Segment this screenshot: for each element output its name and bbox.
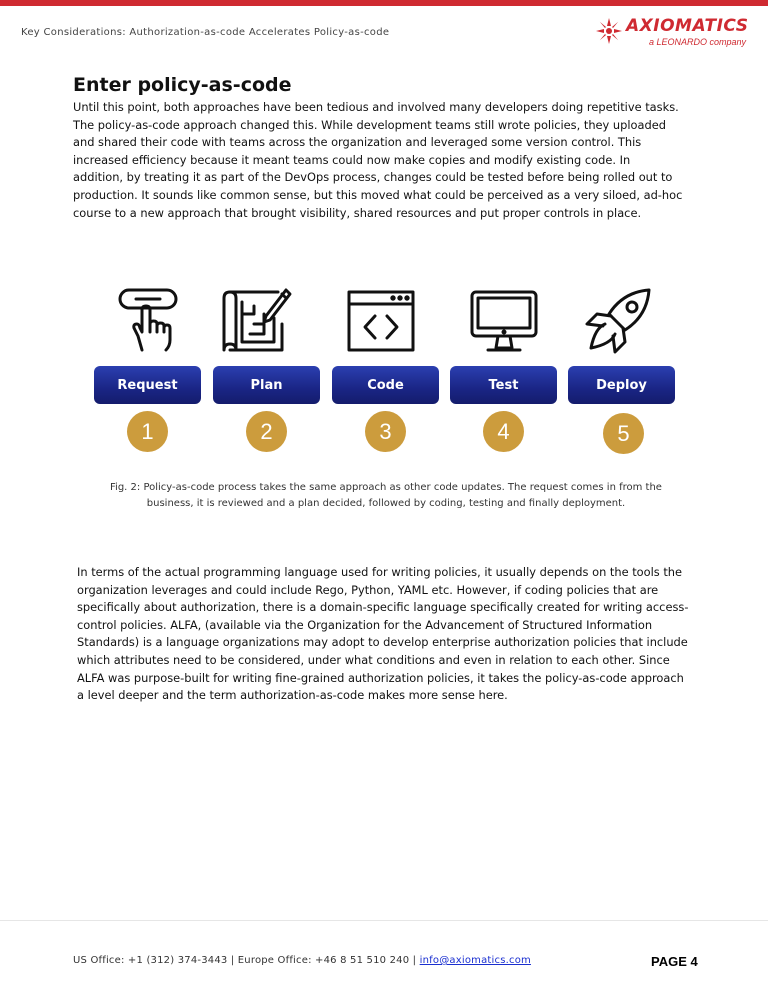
blueprint-pencil-icon [220, 284, 292, 356]
footer-email-link[interactable]: info@axiomatics.com [419, 955, 531, 966]
footer-offices: US Office: +1 (312) 374-3443 | Europe Office: +46 8 51 510 240 | [73, 955, 420, 966]
rocket-icon [583, 284, 655, 356]
logo-subtitle: a LEONARDO company [648, 37, 746, 47]
footer-divider [0, 920, 768, 921]
step-request-button[interactable]: Request [94, 366, 201, 404]
step-code-button[interactable]: Code [332, 366, 439, 404]
step-number-badge: 1 [127, 411, 168, 452]
step-test-button[interactable]: Test [450, 366, 557, 404]
section-heading: Enter policy-as-code [73, 74, 292, 96]
top-accent-bar [0, 0, 768, 6]
axiomatics-mark-icon [596, 18, 622, 44]
step-plan-button[interactable]: Plan [213, 366, 320, 404]
page-number: PAGE 4 [651, 954, 698, 969]
axiomatics-logo [596, 16, 756, 50]
hand-tap-icon [112, 284, 184, 356]
process-diagram [0, 280, 768, 460]
logo-wordmark: AXIOMATICS [626, 16, 749, 36]
body-paragraph-1: Until this point, both approaches have been tedious and involved many developers doing repetitive tasks. The policy-as-code approach changed this. While development teams still wrote policies, they uploaded and shared their code with teams across the organization and leveraged some version control. This increased efficiency because it meant teams could now make copies and modify existing code. In addition, by treating it as part of the DevOps process, changes could be tested before being rolled out to production. It sounds like common sense, but this moved what could be perceived as a very siloed, ad-hoc course to a new approach that brought visibility, shared resources and put proper controls in place. [73, 100, 683, 220]
step-number-badge: 4 [483, 411, 524, 452]
code-window-icon [345, 284, 417, 356]
step-number-badge: 2 [246, 411, 287, 452]
step-deploy-button[interactable]: Deploy [568, 366, 675, 404]
body-paragraph-2: In terms of the actual programming language used for writing policies, it usually depends on the tools the organization leverages and could include Rego, Python, YAML etc. However, if coding policies that are specifically about authorization, there is a domain-specific language specifically created for writing access-control policies. ALFA, (available via the Organization for the Advancement of Structured Information Standards) is a language organizations may adopt to develop enterprise authorization policies that include which attributes need to be considered, under what conditions and even in relation to each other. Since ALFA was purpose-built for writing fine-grained authorization policies, it takes the policy-as-code approach a level deeper and the term authorization-as-code makes more sense here. [77, 565, 689, 703]
figure-caption: Fig. 2: Policy-as-code process takes the same approach as other code updates. The request comes in from the business, it is reviewed and a plan decided, followed by coding, testing and finally deployment. [110, 482, 662, 509]
step-number-badge: 3 [365, 411, 406, 452]
step-number-badge: 5 [603, 413, 644, 454]
footer-contact [73, 955, 531, 966]
monitor-icon [468, 284, 540, 356]
document-header-title: Key Considerations: Authorization-as-code Accelerates Policy-as-code [21, 27, 390, 38]
